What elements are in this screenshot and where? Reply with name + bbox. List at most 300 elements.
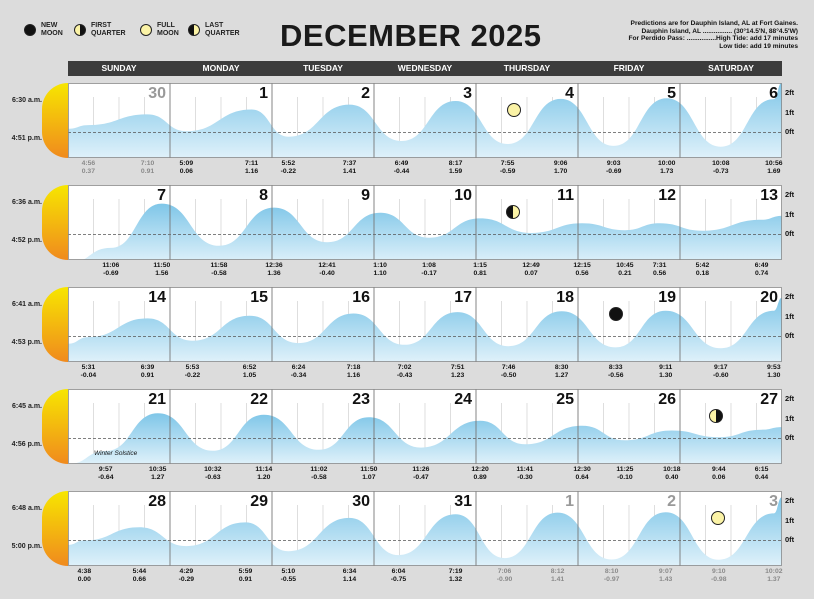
tide-time: 7:06 [497,568,512,575]
y-axis-label: 2ft [785,495,795,505]
tide-time: 9:06 [553,160,568,167]
sunset-time: 5:00 p.m. [11,543,42,550]
tide-extreme-label [545,160,577,176]
tide-time: 4:38 [77,568,92,575]
weekday-friday: FRIDAY [613,63,645,73]
tide-height: 1.05 [242,372,257,379]
day-number: 14 [148,289,166,306]
tide-height: 0.89 [473,474,487,481]
tide-extreme-label [123,568,155,584]
tide-height: -0.98 [711,576,727,583]
tide-height: -0.63 [205,474,221,481]
tide-height: 0.00 [77,576,91,583]
full-moon-icon [711,511,725,525]
day-number: 10 [454,187,472,204]
tide-height: -0.75 [390,576,407,583]
day-number: 11 [557,187,574,204]
tide-time: 1:10 [373,262,387,269]
tide-time: 11:58 [210,262,228,269]
tide-extreme-label [464,466,496,482]
tide-height: 1.23 [451,372,465,379]
tide-height: -0.29 [178,576,195,583]
tide-height: -0.58 [311,474,327,481]
tide-extreme-label [650,364,682,380]
tide-height: 0.37 [81,168,95,175]
tide-time: 11:50 [360,466,378,473]
sunrise-time: 6:41 a.m. [12,301,42,308]
tide-extreme-label [338,364,370,380]
day-number: 29 [250,493,268,510]
day-number: 17 [454,289,472,306]
tide-height: 0.06 [179,168,193,175]
sunrise-time: 6:36 a.m. [12,199,42,206]
tide-extreme-label [758,568,790,584]
day-number: 30 [352,493,370,510]
tide-height: 1.32 [448,576,463,583]
tide-time: 12:30 [573,466,591,473]
tide-height: 1.16 [244,168,259,175]
tide-time: 5:10 [281,568,296,575]
sunset-time: 4:52 p.m. [11,237,42,244]
tide-extreme-label [389,364,421,380]
tide-height: 1.56 [155,270,169,277]
y-axis-label: 2ft [785,393,795,403]
tide-height: 0.91 [140,168,155,175]
tide-time: 6:04 [391,568,406,575]
day-number: 25 [556,391,574,408]
tide-height: 1.37 [767,576,781,583]
tide-time: 10:00 [658,160,676,167]
tide-extreme-label [72,160,104,176]
tide-extreme-label [758,364,790,380]
tide-time: 5:53 [185,364,200,371]
day-number: 1 [259,85,268,102]
legend-label: LAST QUARTER [205,22,240,37]
weekday-header [68,61,782,76]
tide-extreme-label [546,364,578,380]
tide-time: 10:35 [149,466,167,473]
first-quarter-icon [709,409,723,423]
tide-height: 1.69 [767,168,781,175]
tide-time: 6:34 [342,568,357,575]
notes-line-3: For Perdido Pass: ................High Tide: add 17 minutes [628,35,798,43]
tide-time: 12:15 [573,262,591,269]
tide-extreme-label [283,364,315,380]
tide-time: 7:10 [140,160,155,167]
tide-extreme-label [492,160,524,176]
day-number: 23 [352,391,370,408]
tide-time: 12:36 [265,262,283,269]
tide-time: 1:08 [422,262,436,269]
winter-solstice-note: Winter Solstice [94,450,138,457]
day-number: 16 [352,289,370,306]
tide-height: -0.43 [396,372,413,379]
tide-extreme-label [95,262,127,278]
y-axis-label: 0ft [785,331,795,341]
y-axis-label: 0ft [785,535,795,545]
day-number: 4 [565,85,574,102]
tide-height: 0.81 [473,270,487,277]
tide-time: 10:45 [616,262,634,269]
notes-line-1: Predictions are for Dauphin Island, AL at Fort Gaines. [630,20,798,27]
tide-time: 11:02 [310,466,328,473]
tide-time: 7:02 [397,364,412,371]
tide-time: 10:02 [765,568,783,575]
tide-height: -0.59 [499,168,516,175]
tide-extreme-label [90,466,122,482]
tide-time: 7:18 [346,364,361,371]
tide-time: 9:57 [98,466,113,473]
tide-time: 9:53 [767,364,781,371]
y-axis-label: 2ft [785,189,795,199]
tide-extreme-label [598,160,630,176]
tide-height: 0.91 [238,576,253,583]
legend-label: FIRST QUARTER [91,22,126,37]
y-axis-label: 0ft [785,433,795,443]
tide-extreme-label [272,160,304,176]
tide-extreme-label [464,262,496,278]
tide-height: -0.04 [80,372,97,379]
tide-height: 1.36 [267,270,281,277]
tide-extreme-label [334,568,366,584]
tide-height: 1.20 [257,474,271,481]
day-number: 13 [760,187,778,204]
day-number: 3 [463,85,472,102]
tide-time: 6:49 [394,160,409,167]
day-number: 30 [148,85,166,102]
day-number: 12 [658,187,676,204]
tide-extreme-label [170,160,202,176]
tide-extreme-label [311,262,343,278]
day-number: 20 [760,289,778,306]
tide-time: 11:06 [102,262,120,269]
tide-height: 1.27 [555,372,569,379]
daylight-sun-icon [42,185,68,260]
day-number: 28 [148,493,166,510]
tide-height: 0.21 [618,270,632,277]
prediction-notes [572,20,798,50]
tide-extreme-label [258,262,290,278]
sunset-time: 4:53 p.m. [11,339,42,346]
day-number: 21 [148,391,166,408]
y-axis-label: 0ft [785,229,795,239]
day-number: 6 [769,85,778,102]
y-axis-label: 1ft [785,515,795,525]
tide-height: 1.59 [448,168,463,175]
tide-extreme-label [303,466,335,482]
day-number: 24 [454,391,472,408]
tide-extreme-label [142,466,174,482]
tide-height: -0.90 [496,576,513,583]
tide-height: 0.91 [140,372,155,379]
tide-extreme-label [609,466,641,482]
y-axis-label: 1ft [785,209,795,219]
sunset-time: 4:56 p.m. [11,441,42,448]
tide-time: 10:08 [712,160,730,167]
full-moon-icon [507,103,521,117]
tide-extreme-label [703,568,735,584]
tide-extreme-label [197,466,229,482]
tide-height: -0.40 [319,270,335,277]
day-number: 2 [361,85,370,102]
day-number: 19 [658,289,676,306]
tide-time: 9:44 [711,466,726,473]
tide-height: 1.43 [659,576,673,583]
day-number: 15 [250,289,268,306]
tide-height: 1.41 [342,168,357,175]
tide-time: 4:29 [179,568,194,575]
day-number: 9 [361,187,370,204]
last-quarter-icon [188,24,200,36]
tide-extreme-label [146,262,178,278]
full-moon-icon [140,24,152,36]
day-number: 26 [658,391,676,408]
tide-extreme-label [440,160,472,176]
tide-extreme-label [248,466,280,482]
tide-time: 9:07 [658,568,673,575]
legend-label: FULL MOON [157,22,179,37]
tide-extreme-label [609,262,641,278]
last-quarter-icon [506,205,520,219]
tide-time: 4:56 [81,160,96,167]
tide-extreme-label [132,364,164,380]
tide-height: 0.56 [575,270,589,277]
page-title: DECEMBER 2025 [280,18,542,53]
tide-time: 10:18 [663,466,681,473]
tide-height: -0.47 [413,474,429,481]
day-number: 2 [667,493,676,510]
tide-extreme-label [650,568,682,584]
tide-time: 8:33 [608,364,623,371]
tide-time: 9:11 [659,364,673,371]
tide-height: -0.69 [103,270,119,277]
daylight-sun-icon [42,83,68,158]
tide-time: 5:52 [281,160,296,167]
tide-time: 7:46 [501,364,516,371]
tide-extreme-label [509,466,541,482]
tide-height: 0.64 [575,474,589,481]
tide-height: -0.69 [605,168,622,175]
notes-line-4: Low tide: add 19 minutes [719,42,798,50]
daylight-sun-icon [42,491,68,566]
tide-extreme-label [542,568,574,584]
tide-time: 7:19 [448,568,463,575]
tide-height: -0.64 [97,474,114,481]
tide-height: 0.74 [754,270,769,277]
y-axis-label: 1ft [785,413,795,423]
tide-time: 7:31 [652,262,667,269]
weekday-monday: MONDAY [202,63,240,73]
tide-time: 10:32 [204,466,222,473]
tide-height: -0.44 [393,168,410,175]
tide-height: -0.50 [500,372,517,379]
tide-time: 7:55 [500,160,515,167]
sunrise-time: 6:45 a.m. [12,403,42,410]
tide-height: 1.27 [151,474,165,481]
tide-height: 1.07 [362,474,376,481]
tide-height: -0.73 [713,168,729,175]
tide-extreme-label [229,568,261,584]
tide-extreme-label [132,160,164,176]
tide-height: 1.30 [767,372,781,379]
day-number: 8 [259,187,268,204]
tide-height: 0.06 [712,474,726,481]
tide-time: 9:17 [713,364,728,371]
tide-height: -0.97 [603,576,620,583]
tide-height: -0.22 [184,372,201,379]
tide-time: 8:10 [604,568,619,575]
tide-time: 12:20 [471,466,489,473]
tide-time: 8:12 [550,568,565,575]
tide-time: 7:11 [244,160,259,167]
tide-height: -0.58 [211,270,227,277]
tide-height: 1.41 [550,576,565,583]
tide-extreme-label [566,466,598,482]
sunset-time: 4:51 p.m. [11,135,42,142]
tide-time: 6:39 [140,364,155,371]
tide-extreme-label [644,262,676,278]
daylight-sun-icon [42,389,68,464]
legend-label: NEW MOON [41,22,63,37]
weekday-thursday: THURSDAY [503,63,551,73]
tide-extreme-label [746,466,778,482]
day-number: 5 [667,85,676,102]
tide-time: 11:41 [516,466,534,473]
tide-extreme-label [405,466,437,482]
tide-time: 5:09 [179,160,194,167]
tide-extreme-label [176,364,208,380]
tide-time: 9:03 [606,160,621,167]
tide-height: 1.10 [373,270,387,277]
y-axis-label: 1ft [785,311,795,321]
notes-line-2: Dauphin Island, AL ................ (30°14.5'N, 88°4.5'W) [641,27,798,35]
tide-extreme-label [236,160,268,176]
day-number: 18 [556,289,574,306]
tide-height: -0.22 [280,168,297,175]
tide-extreme-label [272,568,304,584]
tide-height: 1.14 [342,576,357,583]
day-number: 22 [250,391,268,408]
tide-extreme-label [72,364,104,380]
tide-extreme-label [203,262,235,278]
tide-height: -0.60 [713,372,729,379]
tide-time: 12:49 [522,262,540,269]
tide-time: 8:17 [448,160,463,167]
tide-extreme-label [566,262,598,278]
tide-extreme-label [515,262,547,278]
y-axis-label: 2ft [785,291,795,301]
tide-time: 5:59 [238,568,253,575]
tide-height: 0.44 [754,474,769,481]
tide-extreme-label [703,466,735,482]
tide-height: -0.34 [290,372,307,379]
tide-time: 11:26 [412,466,430,473]
tide-height: -0.10 [617,474,633,481]
tide-extreme-label [746,262,778,278]
tide-height: 1.73 [660,168,674,175]
tide-extreme-label [686,262,718,278]
new-moon-icon [24,24,36,36]
tide-time: 7:51 [450,364,465,371]
tide-time: 6:15 [754,466,769,473]
sunrise-time: 6:48 a.m. [12,505,42,512]
tide-extreme-label [382,568,414,584]
daylight-sun-icon [42,287,68,362]
tide-extreme-label [651,160,683,176]
tide-height: 0.07 [524,270,538,277]
tide-height: 1.16 [346,372,361,379]
tide-time: 6:24 [291,364,306,371]
tide-extreme-label [596,568,628,584]
tide-time: 12:41 [318,262,336,269]
tide-extreme-label [442,364,474,380]
tide-extreme-label [386,160,418,176]
tide-extreme-label [440,568,472,584]
tide-time: 8:30 [554,364,569,371]
tide-time: 5:44 [132,568,147,575]
y-axis-label: 2ft [785,87,795,97]
day-number: 3 [769,493,778,510]
y-axis-label: 0ft [785,127,795,137]
tide-height: 0.66 [132,576,146,583]
tide-time: 1:15 [473,262,487,269]
weekday-saturday: SATURDAY [708,63,754,73]
weekday-wednesday: WEDNESDAY [397,63,453,73]
tide-extreme-label [170,568,202,584]
tide-extreme-label [656,466,688,482]
tide-time: 11:14 [255,466,273,473]
tide-time: 6:49 [754,262,769,269]
tide-extreme-label [353,466,385,482]
tide-time: 11:25 [616,466,634,473]
day-number: 27 [760,391,778,408]
weekday-sunday: SUNDAY [101,63,137,73]
tide-height: -0.17 [421,270,437,277]
new-moon-icon [609,307,623,321]
tide-extreme-label [489,568,521,584]
tide-extreme-label [600,364,632,380]
tide-time: 7:37 [342,160,357,167]
tide-time: 6:52 [242,364,257,371]
tide-extreme-label [493,364,525,380]
tide-height: -0.30 [517,474,533,481]
tide-height: -0.56 [607,372,624,379]
day-number: 31 [454,493,472,510]
tide-extreme-label [705,160,737,176]
sunrise-time: 6:30 a.m. [12,97,42,104]
tide-extreme-label [364,262,396,278]
tide-extreme-label [758,160,790,176]
tide-extreme-label [334,160,366,176]
tide-time: 5:31 [81,364,96,371]
tide-height: -0.55 [280,576,297,583]
day-number: 1 [565,493,574,510]
day-number: 7 [157,187,166,204]
y-axis-label: 1ft [785,107,795,117]
tide-time: 5:42 [695,262,710,269]
tide-height: 1.30 [659,372,673,379]
weekday-tuesday: TUESDAY [303,63,343,73]
tide-extreme-label [413,262,445,278]
tide-time: 9:10 [711,568,726,575]
tide-time: 10:56 [765,160,783,167]
tide-height: 0.56 [652,270,667,277]
tide-extreme-label [234,364,266,380]
tide-height: 0.40 [665,474,679,481]
tide-extreme-label [705,364,737,380]
tide-extreme-label [68,568,100,584]
tide-height: 1.70 [554,168,568,175]
